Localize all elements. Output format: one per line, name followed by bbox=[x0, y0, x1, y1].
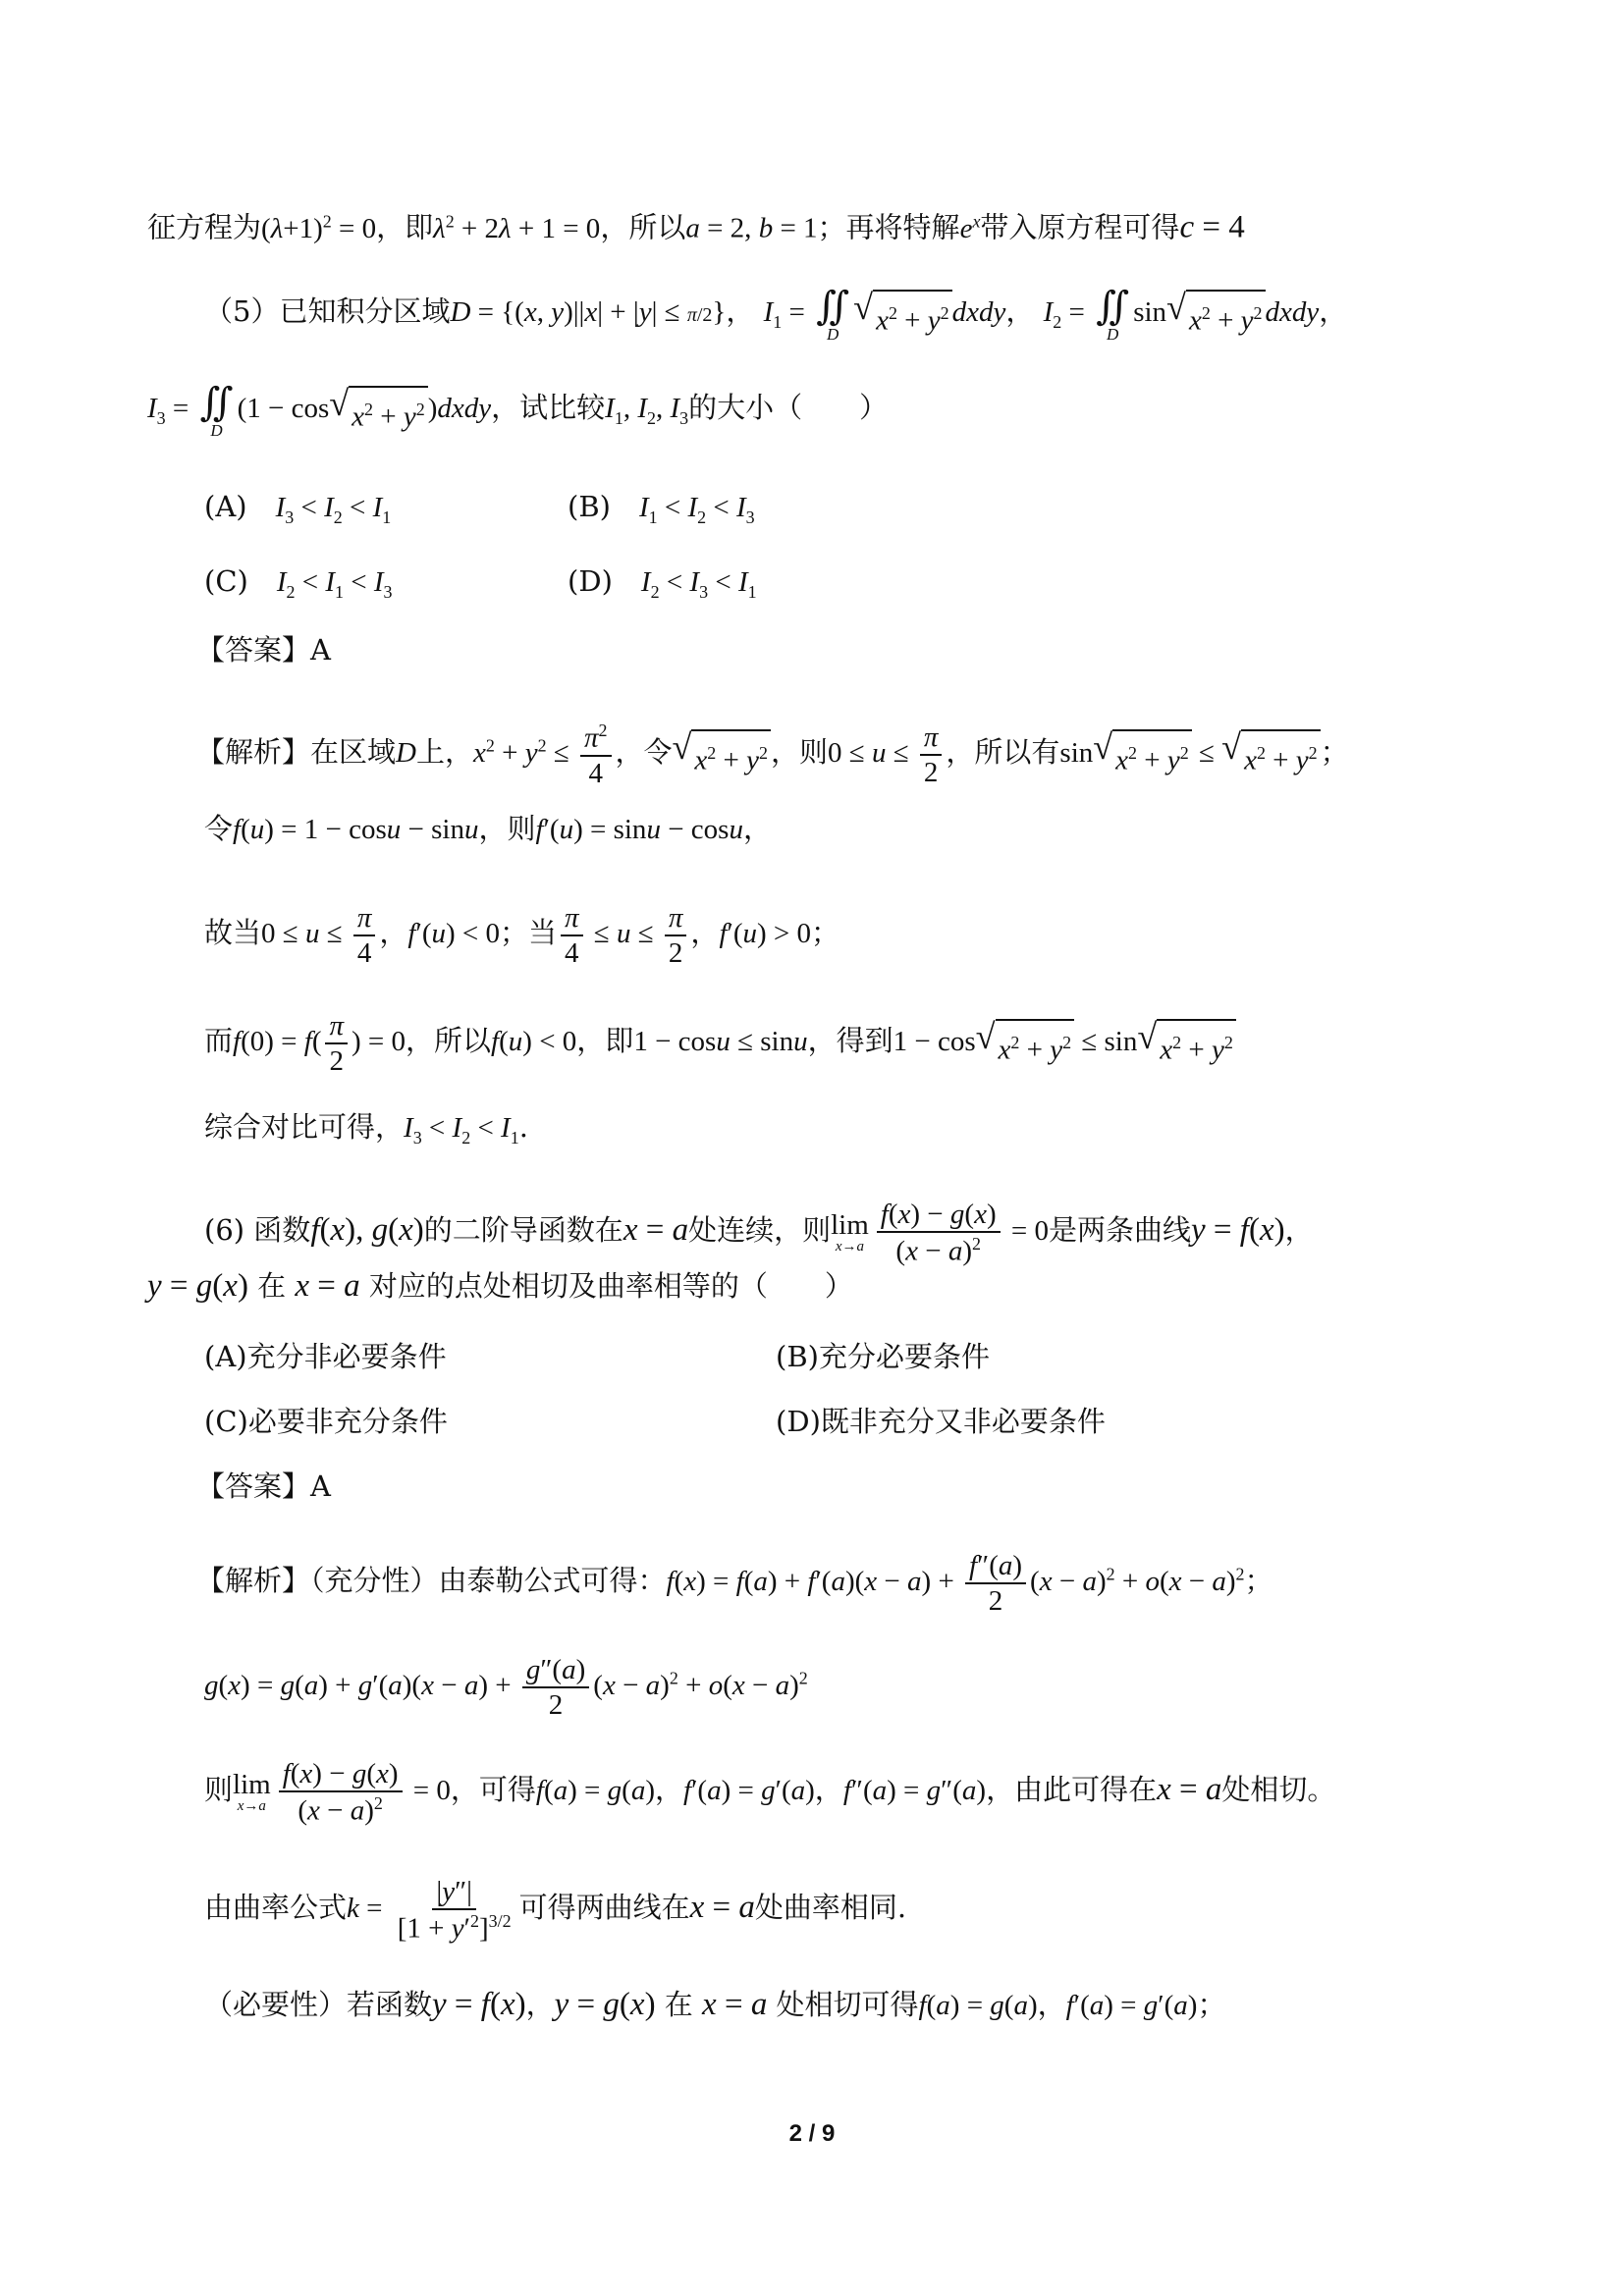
question-6-stem: (6) 函数f(x), g(x)的二阶导函数在x = a处连续，则 lim x→a $\frac{f(x) - g(x)}{(x - a)^2}$ = 0是两条曲线y = f(x)， bbox=[204, 1199, 1314, 1268]
analysis-6-line-4: 由曲率公式k = $\frac{|y''|}{[1 + y'^2]^{3/2}}$ 可得两曲线在x = a处曲率相同. bbox=[204, 1876, 907, 1946]
option-b: (B) $I_1 < I_2 < I_3$ bbox=[568, 490, 755, 527]
option-6a: (A)充分非必要条件 bbox=[204, 1340, 447, 1373]
question-5-stem-cont: $I_3$ = ∬ D (1 − cos √ $x^2 + y^2$ )dxdy，试比较$I_1$, $I_2$, $I_3$的大小（ ） bbox=[147, 380, 889, 440]
page-number: 2 / 9 bbox=[788, 2120, 836, 2147]
analysis-6-line-3: 则 lim x→a $\frac{f(x) - g(x)}{(x - a)^2}$ = 0，可得f(a) = g(a)，f′(a) = g′(a)，f″(a) = g″(a)，由此可得在x = a处相切。 bbox=[204, 1758, 1336, 1828]
option-6c: (C)必要非充分条件 bbox=[204, 1405, 448, 1438]
question-5-stem: （5）已知积分区域D = {(x, y)||x| + |y| ≤ π/2}， $I_1$ = ∬ D √ $x^2 + y^2$ dxdy， $I_2$ = ∬ D sin √ $x^2 + y^2$ dxdy， bbox=[204, 284, 1348, 344]
analysis-6-line-5: （必要性）若函数y = f(x)，y = g(x) 在 x = a 处相切可得f(a) = g(a)，f′(a) = g′(a)； bbox=[204, 1987, 1226, 2022]
option-6d: (D)既非充分又非必要条件 bbox=[776, 1405, 1106, 1438]
option-d: (D) $I_2 < I_3 < I_1$ bbox=[568, 564, 757, 602]
analysis-6-line-2: g(x) = g(a) + g′(a)(x − a) + $\frac{g''(a)}{2}$ $(x - a)^2 + o(x - a)^2$ bbox=[204, 1654, 808, 1722]
analysis-5-line-3: 故当0 ≤ u ≤ $\frac{\pi}{4}$ ，f′(u) < 0；当 $\frac{\pi}{4}$ ≤ u ≤ $\frac{\pi}{2}$ ，f′(u) > 0； bbox=[204, 902, 840, 970]
analysis-6-line-1: 【解析】（充分性）由泰勒公式可得：f(x) = f(a) + f′(a)(x − a) + $\frac{f''(a)}{2}$ $(x - a)^2 + o(x - a)^2$； bbox=[196, 1550, 1273, 1618]
option-6b: (B)充分必要条件 bbox=[776, 1340, 990, 1373]
option-c: (C) $I_2 < I_1 < I_3$ bbox=[204, 564, 393, 602]
answer-6: 【答案】A bbox=[196, 1469, 331, 1503]
analysis-5-conclusion: 综合对比可得，$I_3 < I_2 < I_1$. bbox=[204, 1110, 528, 1148]
analysis-5-line-1: 【解析】在区域D上，$x^2 + y^2$ ≤ $\frac{\pi^2}{4}$ ，令 √ $x^2 + y^2$ ，则0 ≤ u ≤ $\frac{\pi}{2}$ ，所以有sin √ $x^2 + y^2$ ≤ √ $x^2 + y^2$ ； bbox=[196, 721, 1349, 790]
text-line-1: 征方程为$(\lambda+1)^2 = 0$，即$\lambda^2 + 2\lambda + 1 = 0$，所以a = 2, b = 1；再将特解$e^x$带入原方程可得c = 4 bbox=[147, 209, 1245, 245]
option-a: (A) $I_3 < I_2 < I_1$ bbox=[204, 490, 392, 527]
question-6-stem-cont: y = g(x) 在 x = a 对应的点处相切及曲率相等的（ ） bbox=[147, 1268, 853, 1304]
answer-5: 【答案】A bbox=[196, 633, 331, 667]
analysis-5-line-4: 而f(0) = f( $\frac{\pi}{2}$ ) = 0，所以f(u) < 0，即1 − cosu ≤ sinu，得到1 − cos √ $x^2 + y^2$ ≤ sin √ $x^2 + y^2$ bbox=[204, 1011, 1236, 1077]
analysis-5-line-2: 令f(u) = 1 − cosu − sinu，则f′(u) = sinu − cosu， bbox=[204, 812, 772, 845]
